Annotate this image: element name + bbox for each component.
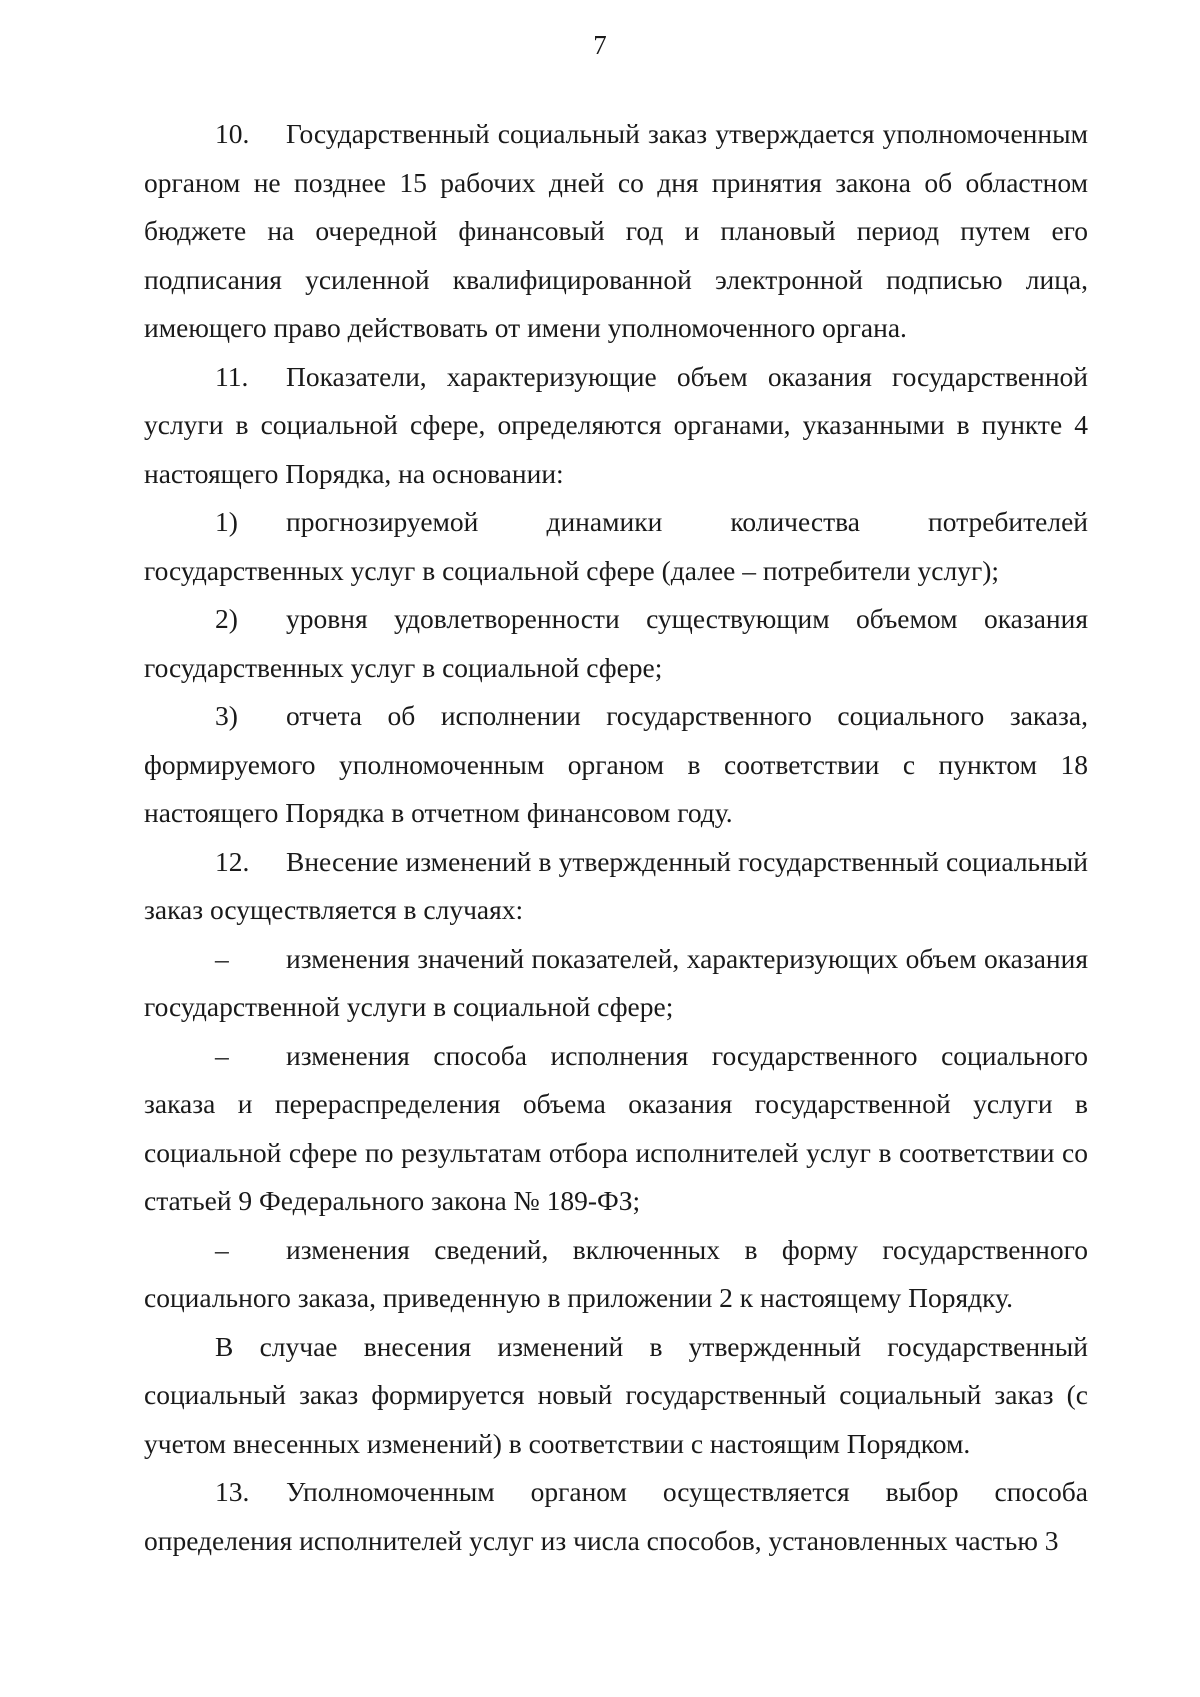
dash-marker: –: [215, 942, 229, 974]
paragraph-text: изменения способа исполнения государственного социального заказа и перераспределения объема оказания государственной услуги в социальной сфере по результатам отбора исполнителей услуг в соответствии со статьей 9 Федерального закона № 189-ФЗ;: [144, 1039, 1088, 1216]
item-number: 3): [215, 700, 238, 731]
list-item-3: [144, 692, 1088, 838]
paragraph-13: [144, 1468, 1088, 1565]
paragraph-text: отчета об исполнении государственного социального заказа, формируемого уполномоченным органом в соответствии с пунктом 18 настоящего Порядка в отчетном финансовом году.: [144, 700, 1088, 828]
dash-marker: –: [215, 1039, 229, 1071]
paragraph-text: изменения сведений, включенных в форму государственного социального заказа, приведенную в приложении 2 к настоящему Порядку.: [144, 1233, 1088, 1313]
paragraph-text: Государственный социальный заказ утверждается уполномоченным органом не позднее 15 рабочих дней со дня принятия закона об областном бюджете на очередной финансовый год и плановый период путем его подписания усиленной квалифицированной электронной подписью лица, имеющего право действовать от имени уполномоченного органа.: [144, 118, 1088, 343]
item-number: 13.: [215, 1476, 250, 1507]
paragraph-10: [144, 110, 1088, 353]
dash-item-3: [144, 1226, 1088, 1323]
item-number: 1): [215, 506, 238, 537]
paragraph-text: Показатели, характеризующие объем оказания государственной услуги в социальной сфере, определяются органами, указанными в пункте 4 настоящего Порядка, на основании:: [144, 360, 1088, 489]
paragraph-11: [144, 353, 1088, 499]
paragraph-text: изменения значений показателей, характеризующих объем оказания государственной услуги в социальной сфере;: [144, 942, 1088, 1022]
dash-item-2: [144, 1032, 1088, 1226]
dash-marker: –: [215, 1233, 229, 1265]
document-body: [144, 110, 1088, 1565]
list-item-2: [144, 595, 1088, 692]
page-number: 7: [593, 30, 607, 60]
paragraph-text: прогнозируемой динамики количества потребителей государственных услуг в социальной сфере (далее – потребители услуг);: [144, 506, 1088, 586]
item-number: 10.: [215, 118, 250, 149]
paragraph-text: В случае внесения изменений в утвержденный государственный социальный заказ формируется новый государственный социальный заказ (с учетом внесенных изменений) в соответствии с настоящим Порядком.: [144, 1330, 1088, 1459]
paragraph-text: Внесение изменений в утвержденный государственный социальный заказ осуществляется в случаях:: [144, 845, 1088, 925]
paragraph-text: Уполномоченным органом осуществляется выбор способа определения исполнителей услуг из числа способов, установленных частью 3: [144, 1476, 1088, 1556]
paragraph-changes: [144, 1323, 1088, 1469]
item-number: 12.: [215, 845, 250, 877]
paragraph-text: уровня удовлетворенности существующим объемом оказания государственных услуг в социальной сфере;: [144, 603, 1088, 683]
item-number: 11.: [215, 360, 249, 392]
list-item-1: [144, 498, 1088, 595]
paragraph-12: [144, 838, 1088, 935]
item-number: 2): [215, 603, 238, 634]
dash-item-1: [144, 935, 1088, 1032]
